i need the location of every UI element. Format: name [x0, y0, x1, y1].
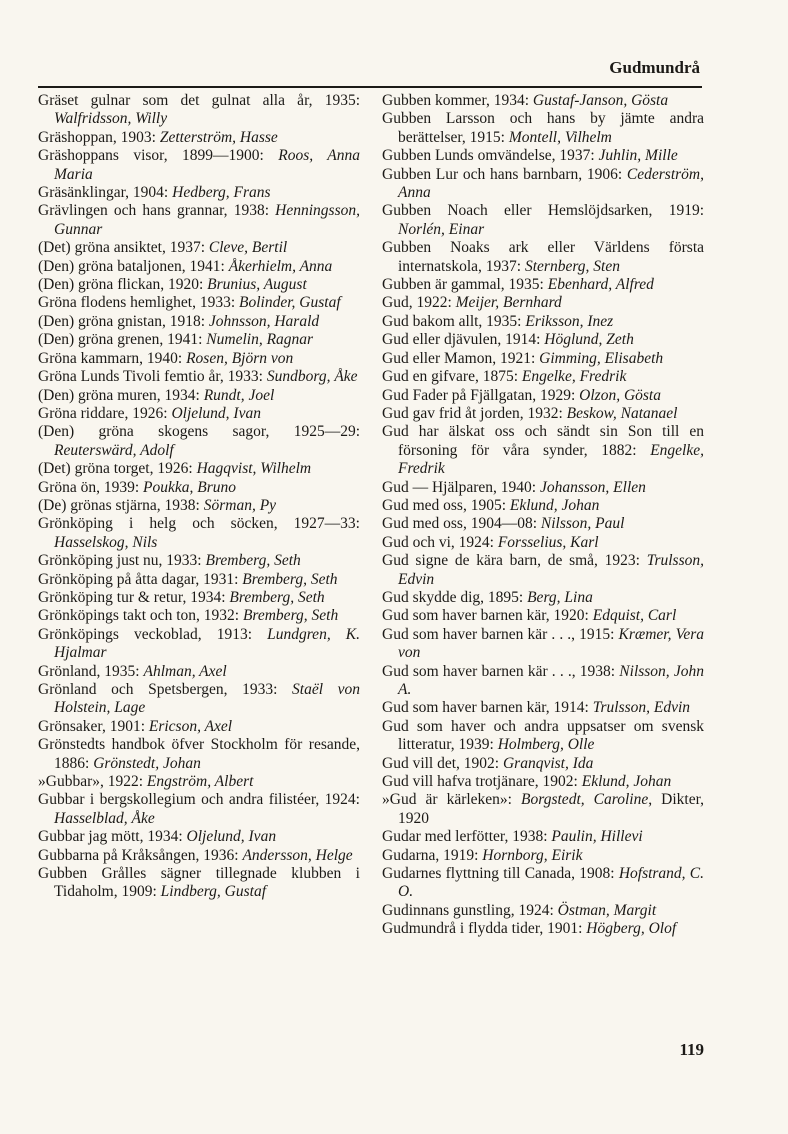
- entry-author: Oljelund, Ivan: [186, 828, 277, 846]
- catalog-entry: [38, 589, 360, 607]
- entry-title: Gud som haver barnen kär, 1914:: [382, 699, 593, 717]
- entry-title: Gudarnes flyttning till Canada, 1908:: [382, 865, 619, 883]
- catalog-entry: [38, 239, 360, 257]
- catalog-entry: [38, 718, 360, 736]
- catalog-entry: [382, 534, 704, 552]
- entry-author: Gimming, Elisabeth: [539, 349, 664, 367]
- catalog-entry: [38, 460, 360, 478]
- entry-author: Sörman, Py: [203, 496, 277, 514]
- entry-author: Nilsson, Paul: [540, 515, 625, 533]
- entry-author: Edquist, Carl: [592, 607, 677, 625]
- catalog-entry: [382, 313, 704, 331]
- entry-author: Cederström, Anna: [398, 165, 704, 202]
- entry-author: Hedberg, Frans: [172, 184, 271, 202]
- entry-author: Högberg, Olof: [586, 920, 677, 938]
- entry-title: Grönköping just nu, 1933:: [38, 552, 206, 570]
- entry-title: Gröna Lunds Tivoli femtio år, 1933:: [38, 368, 267, 386]
- entry-title: Gud skydde dig, 1895:: [382, 588, 528, 606]
- entry-title: Gubben Noach eller Hemslöjdsarken, 1919:: [382, 202, 704, 220]
- entry-title: Gudmundrå i flydda tider, 1901:: [382, 920, 587, 938]
- catalog-entry: [38, 497, 360, 515]
- entry-title: Grönköping på åtta dagar, 1931:: [38, 570, 243, 588]
- entry-title: Gud en gifvare, 1875:: [382, 368, 522, 386]
- catalog-entry: [38, 92, 360, 129]
- catalog-entry: [38, 129, 360, 147]
- entry-author: Trulsson, Edvin: [592, 699, 691, 717]
- entry-author: Ericson, Axel: [148, 717, 233, 735]
- entry-author: Johnsson, Harald: [208, 312, 320, 330]
- entry-title: Gudar med lerfötter, 1938:: [382, 828, 552, 846]
- entry-title: (Den) gröna grenen, 1941:: [38, 331, 207, 349]
- catalog-entry: [38, 387, 360, 405]
- catalog-entry: [382, 387, 704, 405]
- catalog-entry: [382, 423, 704, 478]
- catalog-entry: [38, 294, 360, 312]
- catalog-entry: [382, 368, 704, 386]
- entry-author: Bremberg, Seth: [205, 552, 301, 570]
- entry-author: Lundgren, K. Hjalmar: [54, 625, 360, 662]
- entry-title: (Det) gröna torget, 1926:: [38, 460, 197, 478]
- entry-author: Bolinder, Gustaf: [239, 294, 341, 312]
- entry-author: Hornborg, Eirik: [482, 846, 583, 864]
- entry-title: Gud Fader på Fjällgatan, 1929:: [382, 386, 580, 404]
- entry-title: Gud — Hjälparen, 1940:: [382, 478, 540, 496]
- entry-author: Reuterswärd, Adolf: [54, 441, 174, 459]
- entry-title: Gudinnans gunstling, 1924:: [382, 901, 558, 919]
- catalog-entry: [38, 552, 360, 570]
- entry-title: Gud som haver barnen kär . . ., 1938:: [382, 662, 620, 680]
- catalog-entry: [38, 626, 360, 663]
- entry-title: Gubbarna på Kråksången, 1936:: [38, 846, 243, 864]
- entry-author: Juhlin, Mille: [598, 147, 678, 165]
- catalog-entry: [382, 110, 704, 147]
- entry-author: Berg, Lina: [527, 588, 593, 606]
- entry-title: Gubben Noaks ark eller Världens första internatskola, 1937:: [382, 239, 704, 275]
- entry-title: Gud bakom allt, 1935:: [382, 312, 526, 330]
- catalog-entry: [38, 313, 360, 331]
- entry-author: Holmberg, Olle: [497, 736, 595, 754]
- catalog-entry: [382, 607, 704, 625]
- catalog-entry: [382, 92, 704, 110]
- entry-title: Gud med oss, 1905:: [382, 496, 510, 514]
- catalog-entry: [38, 828, 360, 846]
- entry-author: Kræmer, Vera von: [398, 625, 704, 662]
- entry-author: Cleve, Bertil: [208, 239, 288, 257]
- entry-author: Nilsson, John A.: [398, 662, 704, 698]
- catalog-entry: [382, 166, 704, 203]
- entry-title: Gubben Lur och hans barnbarn, 1906:: [382, 165, 627, 183]
- catalog-entry: [382, 552, 704, 589]
- catalog-entry: [38, 202, 360, 239]
- catalog-entry: [382, 828, 704, 846]
- catalog-entry: [382, 920, 704, 938]
- entry-title: Gubben kommer, 1934:: [382, 92, 533, 109]
- catalog-entry: [38, 368, 360, 386]
- entry-title: Grönköping i helg och söcken, 1927—33:: [38, 515, 360, 533]
- entry-title: Gud som haver barnen kär, 1920:: [382, 607, 593, 625]
- entry-title: Gubben Lunds omvändelse, 1937:: [382, 147, 599, 165]
- entry-author: Brunius, August: [207, 276, 307, 294]
- catalog-entry: [382, 515, 704, 533]
- catalog-entry: [38, 147, 360, 184]
- entry-title: Gud eller djävulen, 1914:: [382, 331, 545, 349]
- entry-title: Gud gav frid åt jorden, 1932:: [382, 404, 567, 422]
- entry-title: Grävlingen och hans grannar, 1938:: [38, 202, 276, 220]
- catalog-entry: [38, 736, 360, 773]
- catalog-entry: [382, 589, 704, 607]
- entry-title: Gud har älskat oss och sändt sin Son till en försoning för våra synder, 1882:: [382, 423, 704, 459]
- entry-author: Eriksson, Inez: [525, 312, 614, 330]
- entry-title: Gubben Grålles sägner tillegnade klubben i Tidaholm, 1909:: [38, 865, 360, 901]
- entry-title: Grönland och Spetsbergen, 1933:: [38, 681, 293, 698]
- catalog-entry: [38, 791, 360, 828]
- catalog-entry: [38, 681, 360, 718]
- catalog-entry: [38, 773, 360, 791]
- entry-title: Gubben Larsson och hans by jämte andra berättelser, 1915:: [382, 110, 704, 146]
- entry-title: (Den) gröna flickan, 1920:: [38, 276, 208, 294]
- entry-author: Oljelund, Ivan: [171, 404, 261, 422]
- entry-author: Bremberg, Seth: [242, 607, 339, 625]
- entry-author: Lindberg, Gustaf: [160, 883, 267, 901]
- catalog-entry: [38, 331, 360, 349]
- entry-title: Gräsänklingar, 1904:: [38, 184, 173, 202]
- entry-author: Eklund, Johan: [581, 773, 672, 791]
- catalog-entry: [382, 626, 704, 663]
- entry-author: Eklund, Johan: [509, 496, 600, 514]
- catalog-entry: [382, 791, 704, 828]
- catalog-entry: [38, 571, 360, 589]
- catalog-entry: [382, 773, 704, 791]
- catalog-entry: [382, 479, 704, 497]
- entry-author: Johansson, Ellen: [539, 478, 646, 496]
- catalog-entry: [382, 718, 704, 755]
- catalog-entry: [38, 258, 360, 276]
- left-column: [38, 92, 360, 902]
- entry-title: Gräshoppans visor, 1899—1900:: [38, 147, 279, 165]
- entry-title: Gud vill det, 1902:: [382, 754, 503, 772]
- entry-author: Hasselblad, Åke: [54, 809, 155, 827]
- entry-title: (Den) gröna muren, 1934:: [38, 386, 204, 404]
- entry-author: Forsselius, Karl: [497, 533, 599, 551]
- page-number: 119: [679, 1040, 704, 1059]
- entry-author: Borgstedt, Caroline: [521, 791, 649, 809]
- catalog-entry: [38, 479, 360, 497]
- entry-author: Beskow, Natanael: [566, 404, 678, 422]
- entry-title: Gräshoppan, 1903:: [38, 128, 160, 146]
- entry-author: Montell, Vilhelm: [508, 128, 612, 146]
- catalog-entry: [38, 847, 360, 865]
- catalog-entry: [382, 699, 704, 717]
- catalog-entry: [382, 497, 704, 515]
- catalog-entry: [382, 405, 704, 423]
- entry-author: Sternberg, Sten: [525, 257, 620, 275]
- entry-author: Grönstedt, Johan: [93, 754, 201, 772]
- catalog-entry: [382, 239, 704, 276]
- entry-author: Trulsson, Edvin: [398, 552, 704, 588]
- catalog-entry: [38, 865, 360, 902]
- entry-author: Zetterström, Hasse: [159, 128, 278, 146]
- catalog-entry: [38, 663, 360, 681]
- catalog-entry: [382, 902, 704, 920]
- entry-author: Norlén, Einar: [398, 220, 485, 238]
- entry-author: Granqvist, Ida: [502, 754, 594, 772]
- right-column: [382, 92, 704, 939]
- entry-title: Grönköpings takt och ton, 1932:: [38, 607, 243, 625]
- catalog-entry: [38, 423, 360, 460]
- entry-title: Gröna kammarn, 1940:: [38, 349, 187, 367]
- entry-title: Gröna riddare, 1926:: [38, 404, 172, 422]
- entry-title: Gud som haver barnen kär . . ., 1915:: [382, 625, 619, 643]
- catalog-entry: [382, 147, 704, 165]
- entry-author: Hasselskog, Nils: [54, 533, 158, 551]
- catalog-entry: [382, 847, 704, 865]
- entry-author: Bremberg, Seth: [229, 588, 325, 606]
- entry-title: Gud vill hafva trotjänare, 1902:: [382, 773, 582, 791]
- catalog-entry: [382, 276, 704, 294]
- entry-author: Höglund, Zeth: [544, 331, 634, 349]
- entry-author: Olzon, Gösta: [579, 386, 661, 404]
- entry-title: Grönsaker, 1901:: [38, 717, 149, 735]
- catalog-entry: [382, 663, 704, 700]
- entry-author: Gustaf-Janson, Gösta: [532, 92, 669, 109]
- entry-title: (Den) gröna gnistan, 1918:: [38, 312, 209, 330]
- catalog-entry: [382, 350, 704, 368]
- entry-title: »Gubbar», 1922:: [38, 773, 147, 791]
- entry-title: Gubbar i bergskollegium och andra filistéer, 1924:: [38, 791, 360, 809]
- entry-title: Gubbar jag mött, 1934:: [38, 828, 187, 846]
- entry-title: Gud, 1922:: [382, 294, 456, 312]
- entry-title: Gröna ön, 1939:: [38, 478, 144, 496]
- entry-author: Poukka, Bruno: [143, 478, 237, 496]
- catalog-entry: [382, 294, 704, 312]
- entry-author: Engelke, Fredrik: [398, 441, 704, 478]
- entry-author: Hofstrand, C. O.: [398, 865, 704, 901]
- entry-title: Gud signe de kära barn, de små, 1923:: [382, 552, 647, 570]
- entry-title: (De) grönas stjärna, 1938:: [38, 496, 204, 514]
- entry-title: Gudarna, 1919:: [382, 846, 483, 864]
- entry-title: »Gud är kärleken»:: [382, 791, 522, 809]
- header-rule: [38, 86, 702, 88]
- entry-title: Gröna flodens hemlighet, 1933:: [38, 294, 240, 312]
- entry-author: Bremberg, Seth: [242, 570, 338, 588]
- catalog-entry: [382, 865, 704, 902]
- entry-author: Andersson, Helge: [242, 846, 353, 864]
- entry-author: Ebenhard, Alfred: [547, 276, 654, 294]
- running-title: Gudmundrå: [609, 58, 700, 77]
- entry-author: Roos, Anna Maria: [54, 147, 360, 183]
- entry-author: Östman, Margit: [557, 901, 657, 919]
- entry-suffix: , Dikter, 1920: [398, 791, 704, 827]
- entry-title: Grönköpings veckoblad, 1913:: [38, 625, 268, 643]
- entry-title: (Det) gröna ansiktet, 1937:: [38, 239, 209, 257]
- entry-title: Gud som haver och andra uppsatser om svensk litteratur, 1939:: [382, 717, 704, 754]
- entry-author: Rundt, Joel: [203, 386, 275, 404]
- entry-author: Åkerhielm, Anna: [228, 257, 333, 275]
- catalog-entry: [38, 276, 360, 294]
- catalog-entry: [38, 184, 360, 202]
- entry-author: Rosen, Björn von: [186, 349, 294, 367]
- entry-author: Sundborg, Åke: [266, 368, 358, 386]
- catalog-entry: [38, 405, 360, 423]
- entry-author: Hagqvist, Wilhelm: [196, 460, 312, 478]
- entry-author: Ahlman, Axel: [143, 662, 227, 680]
- catalog-entry: [382, 202, 704, 239]
- entry-title: Grönland, 1935:: [38, 662, 144, 680]
- entry-author: Engelke, Fredrik: [521, 368, 627, 386]
- entry-author: Meijer, Bernhard: [455, 294, 562, 312]
- entry-title: Gud eller Mamon, 1921:: [382, 349, 540, 367]
- catalog-entry: [382, 331, 704, 349]
- entry-title: Gräset gulnar som det gulnat alla år, 1935:: [38, 92, 360, 109]
- catalog-entry: [38, 350, 360, 368]
- entry-author: Numelin, Ragnar: [206, 331, 314, 349]
- entry-author: Paulin, Hillevi: [551, 828, 643, 846]
- entry-title: Gud och vi, 1924:: [382, 533, 498, 551]
- catalog-entry: [382, 755, 704, 773]
- catalog-entry: [38, 607, 360, 625]
- entry-title: Gubben är gammal, 1935:: [382, 276, 548, 294]
- entry-author: Walfridsson, Willy: [54, 110, 168, 128]
- entry-title: Grönköping tur & retur, 1934:: [38, 588, 230, 606]
- entry-title: Grönstedts handbok öfver Stockholm för resande, 1886:: [38, 736, 360, 772]
- entry-title: (Den) gröna skogens sagor, 1925—29:: [38, 423, 360, 441]
- entry-author: Staël von Holstein, Lage: [54, 681, 360, 717]
- entry-title: (Den) gröna bataljonen, 1941:: [38, 257, 229, 275]
- entry-author: Henningsson, Gunnar: [54, 202, 360, 238]
- entry-title: Gud med oss, 1904—08:: [382, 515, 541, 533]
- entry-author: Engström, Albert: [146, 773, 254, 791]
- catalog-entry: [38, 515, 360, 552]
